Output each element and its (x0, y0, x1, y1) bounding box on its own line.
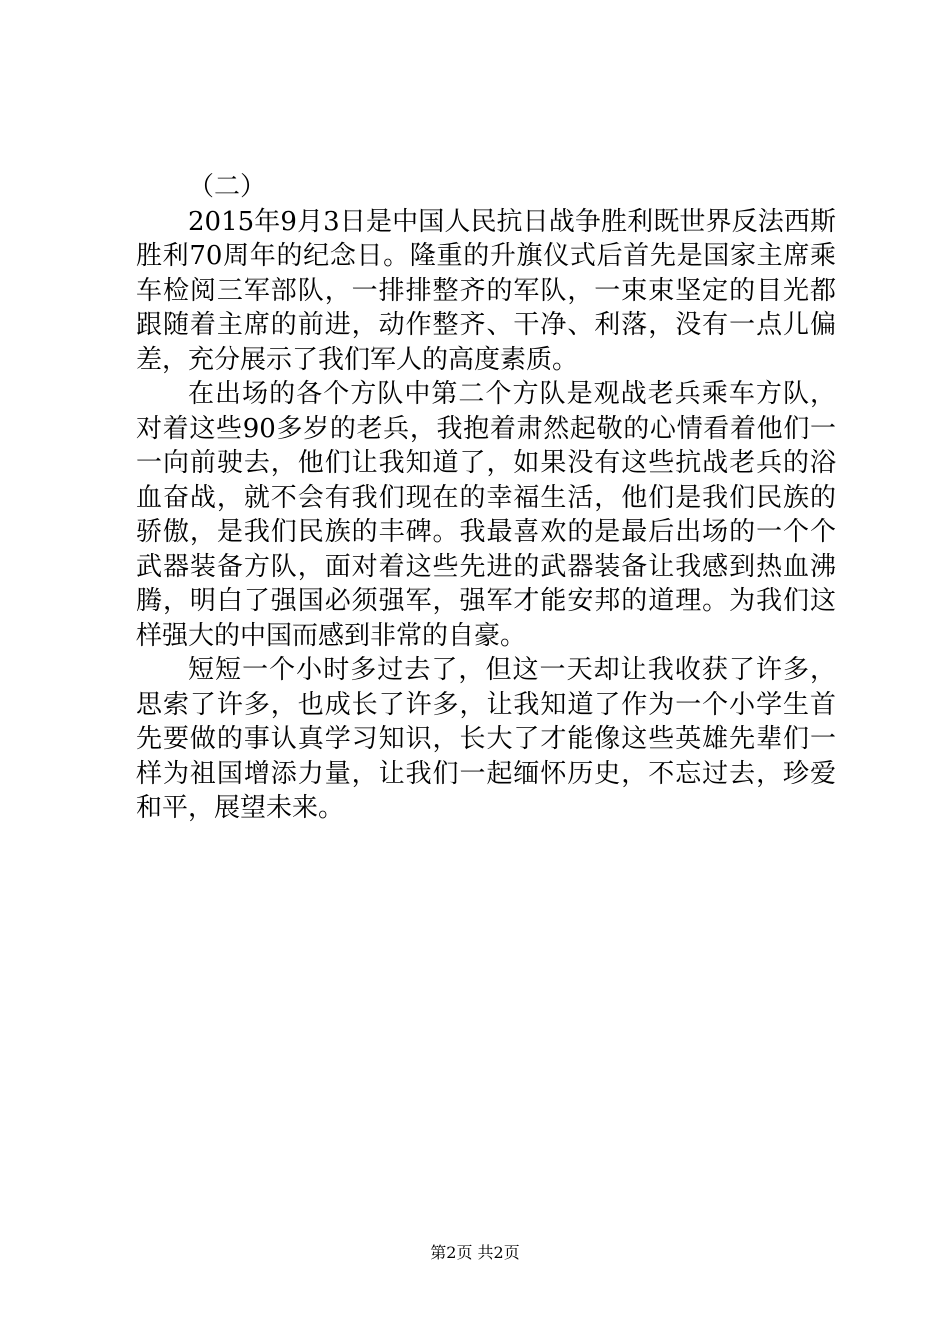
paragraph-3: 短短一个小时多过去了，但这一天却让我收获了许多，思索了许多，也成长了许多，让我知道了作为一个小学生首先要做的事认真学习知识，长大了才能像这些英雄先辈们一样为祖国增添力量，让我们一起缅怀历史，不忘过去，珍爱和平，展望未来。 (136, 655, 836, 823)
document-body (136, 170, 836, 826)
paragraph-2: 在出场的各个方队中第二个方队是观战老兵乘车方队，对着这些90多岁的老兵，我抱着肃然起敬的心情看着他们一一向前驶去，他们让我知道了，如果没有这些抗战老兵的浴血奋战，就不会有我们现在的幸福生活，他们是我们民族的骄傲，是我们民族的丰碑。我最喜欢的是最后出场的一个个武器装备方队，面对着这些先进的武器装备让我感到热血沸腾，明白了强国必须强军，强军才能安邦的道理。为我们这样强大的中国而感到非常的自豪。 (136, 379, 836, 651)
page-footer (0, 1242, 950, 1264)
page-number: 第2页 共2页 (430, 1243, 520, 1262)
paragraph-1: 2015年9月3日是中国人民抗日战争胜利既世界反法西斯胜利70周年的纪念日。隆重的升旗仪式后首先是国家主席乘车检阅三军部队，一排排整齐的军队，一束束坚定的目光都跟随着主席的前进，动作整齐、干净、利落，没有一点儿偏差，充分展示了我们军人的高度素质。 (136, 206, 836, 375)
section-heading: （二） (188, 172, 267, 202)
